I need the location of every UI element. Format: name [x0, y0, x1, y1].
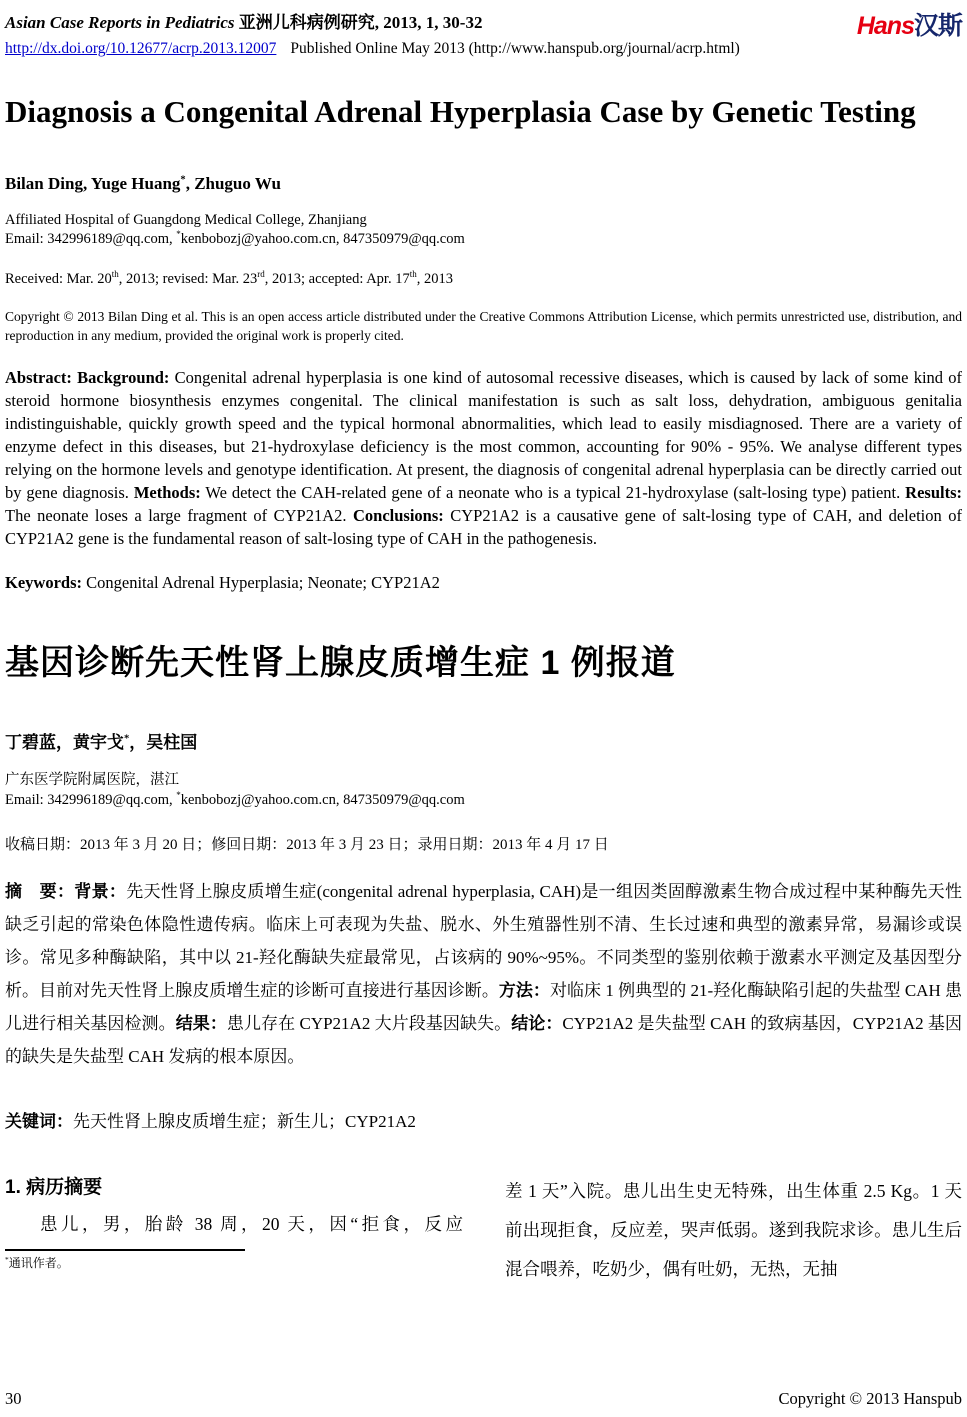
email-line-en: Email: 342996189@qq.com, *kenbobozj@yahoo.com.cn, 847350979@qq.com — [5, 229, 465, 247]
published-note: Published Online May 2013 (http://www.hanspub.org/journal/acrp.html) — [290, 40, 740, 57]
right-column — [505, 1172, 962, 1289]
affiliation-block-zh — [5, 770, 962, 810]
abstract-zh: 摘 要：背景：先天性肾上腺皮质增生症(congenital adrenal hyperplasia, CAH)是一组因类固醇激素生物合成过程中某种酶先天性缺乏引起的常染色体隐性遗传病。临床上可表现为失盐、脱水、外生殖器性别不清、生长过速和典型的激素异常，易漏诊或误诊。常见多种酶缺陷，其中以 21-羟化酶缺失症最常见，占该病的 90%~95%。不同类型的鉴别依赖于激素水平测定及基因型分析。目前对先天性肾上腺皮质增生症的诊断可直接进行基因诊断。方法：对临床 1 例典型的 21-羟化酶缺陷引起的失盐型 CAH 患儿进行相关基因检测。结果：患儿存在 CYP21A2 大片段基因缺失。结论：CYP21A2 是失盐型 CAH 的致病基因，CYP21A2 基因的缺失是失盐型 CAH 发病的根本原因。 — [5, 882, 962, 1066]
section-1-paragraph: 患儿，男，胎龄 38 周，20 天，因“拒食，反应 — [40, 1214, 463, 1234]
keywords-zh: 关键词：先天性肾上腺皮质增生症；新生儿；CYP21A2 — [5, 1112, 416, 1131]
authors-en: Bilan Ding, Yuge Huang*, Zhuguo Wu — [5, 174, 281, 193]
authors-zh: 丁碧蓝，黄宇戈*，吴柱国 — [5, 733, 198, 752]
doi-link[interactable]: http://dx.doi.org/10.12677/acrp.2013.12007 — [5, 40, 277, 57]
page-footer — [5, 1389, 962, 1409]
hanspub-logo-hansi: 汉斯 — [913, 12, 962, 40]
article-title-en: Diagnosis a Congenital Adrenal Hyperplasia Case by Genetic Testing — [5, 94, 916, 129]
copyright-notice: Copyright © 2013 Bilan Ding et al. This is an open access article distributed under the Creative Commons Attribution License, which permits unrestricted use, distribution, and reproduction in any medium, provided the original work is properly cited. — [5, 309, 962, 343]
abstract-en: Abstract: Background: Congenital adrenal hyperplasia is one kind of autosomal recessive diseases, which is caused by lack of some kind of steroid hormone biosynthesis enzymes congenital. The clinical manifestation is such as salt loss, dehydration, ambiguous genitalia indistinguishable, quickly growth speed and the typical hormonal abnormalities, which lead to easily misdiagnosed. There are a variety of enzyme defect in this diseases, but 21-hydroxylase deficiency is the most common, accounting for 90% - 95%. We analyse different types relying on the hormone levels and genotype identification. At present, the diagnosis of congenital adrenal hyperplasia can be directly carried out by gene diagnosis. Methods: We detect the CAH-related gene of a neonate who is a typical 21-hydroxylase (salt-losing type) patient. Results: The neonate loses a large fragment of CYP21A2. Conclusions: CYP21A2 is a causative gene of salt-losing type of CAH, and deletion of CYP21A2 gene is the fundamental reason of salt-losing type of CAH in the pathogenesis. — [5, 368, 963, 548]
doi-line — [5, 40, 962, 58]
keywords-en: Keywords: Congenital Adrenal Hyperplasia; Neonate; CYP21A2 — [5, 573, 440, 592]
article-title-zh: 基因诊断先天性肾上腺皮质增生症 1 例报道 — [5, 644, 676, 682]
page-number: 30 — [5, 1389, 22, 1408]
corresponding-author-footnote: *通讯作者。 — [5, 1255, 69, 1270]
journal-title-en: Asian Case Reports in Pediatrics — [5, 13, 235, 32]
left-column — [5, 1172, 463, 1289]
hanspub-logo — [857, 6, 962, 42]
affiliation-en: Affiliated Hospital of Guangdong Medical College, Zhanjiang — [5, 212, 367, 228]
footer-copyright: Copyright © 2013 Hanspub — [778, 1389, 962, 1408]
received-line: Received: Mar. 20th, 2013; revised: Mar. 23rd, 2013; accepted: Apr. 17th, 2013 — [5, 269, 453, 287]
footnote-separator — [5, 1249, 245, 1251]
journal-header — [5, 8, 962, 58]
journal-title-zh: 亚洲儿科病例研究, 2013, 1, 30-32 — [238, 13, 483, 32]
affiliation-block-en — [5, 211, 962, 249]
hanspub-logo-hans: Hans — [856, 12, 914, 40]
section-1-heading: 1. 病历摘要 — [5, 1177, 103, 1198]
right-column-paragraph: 差 1 天”入院。患儿出生史无特殊，出生体重 2.5 Kg。1 天前出现拒食，反应差，哭声低弱。遂到我院求诊。患儿生后混合喂养，吃奶少，偶有吐奶，无热，无抽 — [505, 1181, 962, 1279]
journal-title-line — [5, 8, 962, 33]
two-column-body — [5, 1172, 962, 1289]
affiliation-zh: 广东医学院附属医院，湛江 — [5, 772, 179, 788]
email-line-zh: Email: 342996189@qq.com, *kenbobozj@yahoo.com.cn, 847350979@qq.com — [5, 790, 465, 808]
dates-zh: 收稿日期：2013 年 3 月 20 日；修回日期：2013 年 3 月 23 日；录用日期：2013 年 4 月 17 日 — [5, 837, 609, 853]
